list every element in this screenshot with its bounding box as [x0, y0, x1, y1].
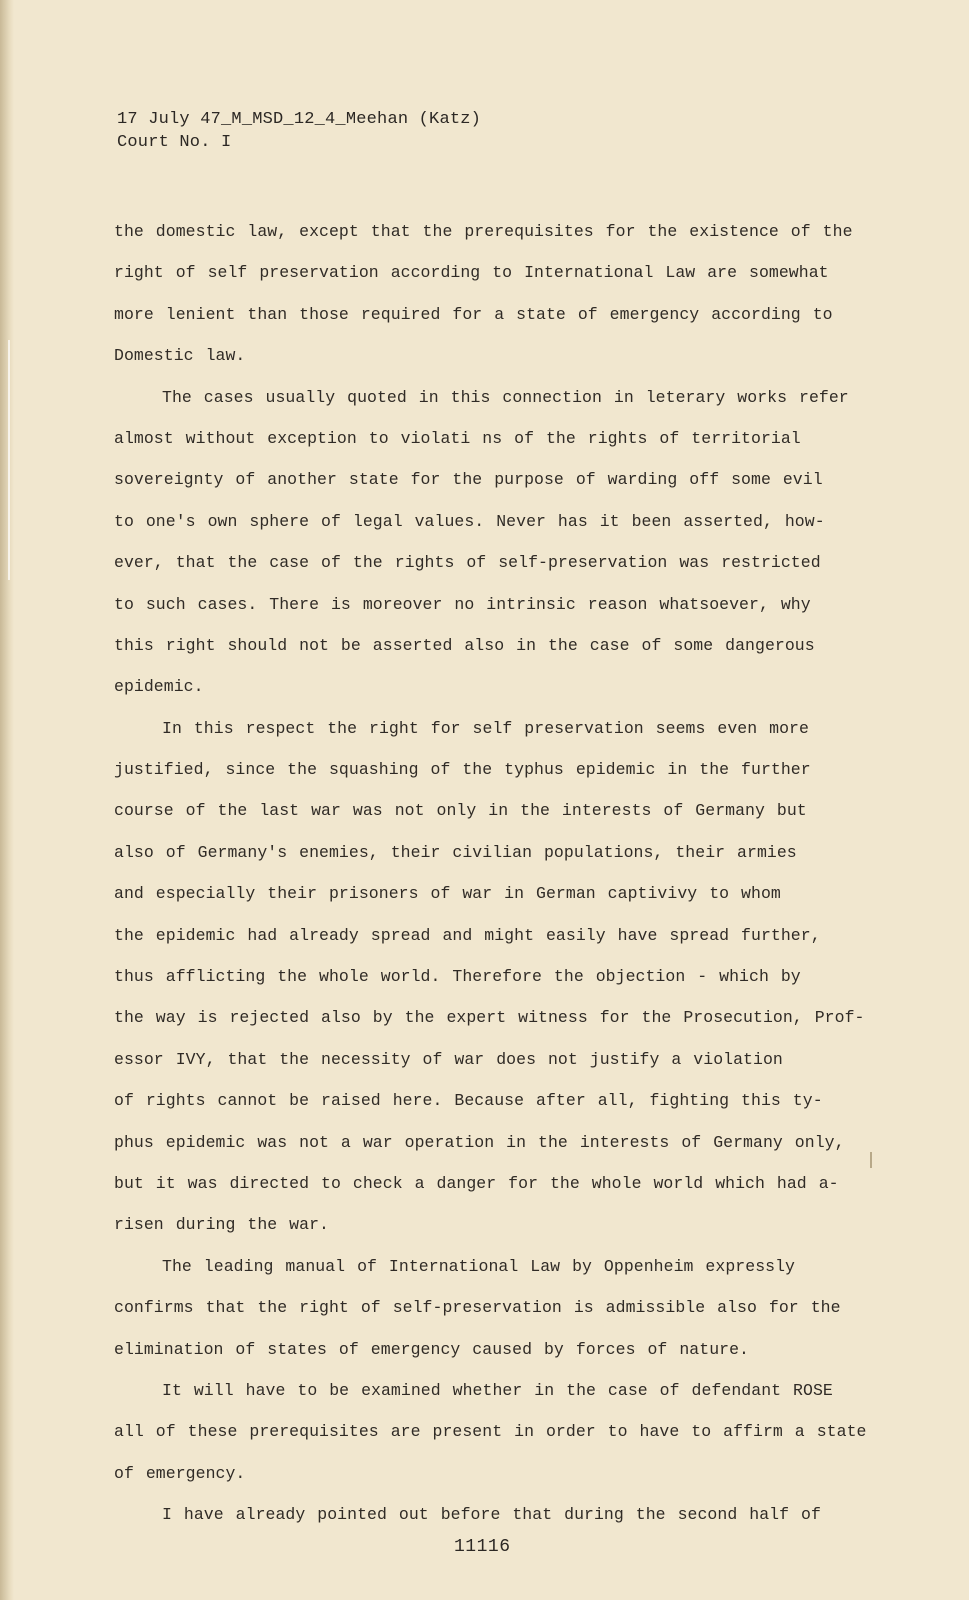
- document-body: [114, 211, 874, 1536]
- text-line: all of these prerequisites are present in order to have to affirm a state: [114, 1422, 867, 1442]
- text-line: the domestic law, except that the prerequisites for the existence of the: [114, 222, 853, 241]
- header-line-court: Court No. I: [117, 133, 232, 152]
- text-line: I have already pointed out before that during the second half of: [162, 1505, 821, 1525]
- text-line: to such cases. There is moreover no intrinsic reason whatsoever, why: [114, 594, 811, 614]
- text-line: this right should not be asserted also in the case of some dangerous: [114, 635, 815, 655]
- text-line: epidemic.: [114, 677, 204, 697]
- text-line: sovereignty of another state for the purpose of warding off some evil: [114, 470, 823, 490]
- text-line: and especially their prisoners of war in German captivivy to whom: [114, 884, 781, 904]
- text-line: the way is rejected also by the expert witness for the Prosecution, Prof-: [114, 1008, 865, 1028]
- text-line: right of self preservation according to International Law are somewhat: [114, 263, 829, 283]
- text-line: to one's own sphere of legal values. Never has it been asserted, how-: [114, 511, 825, 531]
- text-line: also of Germany's enemies, their civilian populations, their armies: [114, 842, 797, 862]
- text-line: It will have to be examined whether in the case of defendant ROSE: [162, 1380, 833, 1400]
- text-line: the epidemic had already spread and might easily have spread further,: [114, 925, 821, 945]
- text-line: of emergency.: [114, 1463, 246, 1483]
- document-header: [117, 108, 481, 154]
- text-line: essor IVY, that the necessity of war does not justify a violation: [114, 1049, 783, 1069]
- text-line: almost without exception to violati ns of the rights of territorial: [114, 428, 801, 448]
- text-line: thus afflicting the whole world. Therefore the objection - which by: [114, 967, 801, 987]
- text-line: justified, since the squashing of the typhus epidemic in the further: [114, 760, 811, 780]
- text-line: elimination of states of emergency caused by forces of nature.: [114, 1339, 749, 1359]
- text-line: more lenient than those required for a state of emergency according to: [114, 304, 833, 324]
- text-line: The cases usually quoted in this connection in leterary works refer: [162, 387, 849, 407]
- text-line: The leading manual of International Law by Oppenheim expressly: [162, 1256, 795, 1276]
- text-line: of rights cannot be raised here. Because after all, fighting this ty-: [114, 1091, 823, 1111]
- text-line: phus epidemic was not a war operation in the interests of Germany only,: [114, 1132, 845, 1152]
- page-number: 11116: [454, 1537, 511, 1557]
- text-line: ever, that the case of the rights of self-preservation was restricted: [114, 553, 821, 573]
- text-line: Domestic law.: [114, 346, 246, 366]
- text-line: In this respect the right for self preservation seems even more: [162, 718, 809, 738]
- text-line: confirms that the right of self-preservation is admissible also for the: [114, 1298, 841, 1318]
- text-line: risen during the war.: [114, 1215, 329, 1235]
- page-edge-shadow: [0, 0, 14, 1600]
- paper-crease: [8, 340, 10, 580]
- text-line: course of the last war was not only in the interests of Germany but: [114, 801, 807, 821]
- text-line: but it was directed to check a danger for the whole world which had a-: [114, 1173, 839, 1193]
- header-line-date-reference: 17 July 47_M_MSD_12_4_Meehan (Katz): [117, 110, 482, 129]
